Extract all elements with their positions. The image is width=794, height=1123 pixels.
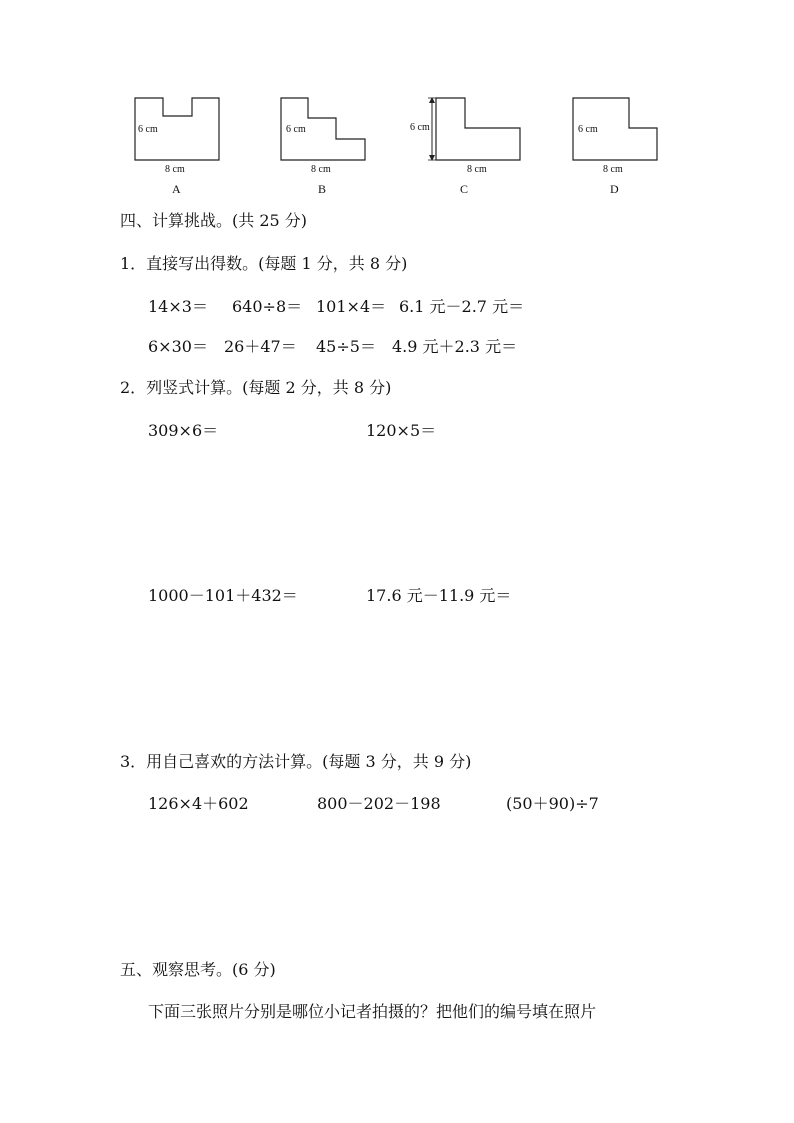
height-label: 6 cm [286,124,306,135]
height-label: 6 cm [578,124,598,135]
section-4-title: 四、计算挑战。(共 25 分) [120,211,308,230]
q1-item: 640÷8＝ [232,297,303,316]
q1-item: 26＋47＝ [224,337,297,356]
figure-letter: B [318,182,327,196]
height-label: 6 cm [138,124,158,135]
figure-letter: A [172,182,181,196]
figure-letter: C [460,182,469,196]
height-label: 6 cm [410,122,430,133]
q3-item: (50＋90)÷7 [506,794,599,813]
figure-letter: D [610,182,619,196]
width-label: 8 cm [311,164,331,175]
q1-item: 14×3＝ [148,297,208,316]
width-label: 8 cm [467,164,487,175]
q3-item: 126×4＋602 [148,794,249,813]
section-5-text: 下面三张照片分别是哪位小记者拍摄的？把他们的编号填在照片 [148,1002,597,1021]
q1-item: 45÷5＝ [316,337,376,356]
q3-item: 800－202－198 [317,794,441,813]
width-label: 8 cm [603,164,623,175]
q1-item: 4.9 元＋2.3 元＝ [392,337,518,356]
width-label: 8 cm [165,164,185,175]
question-2-title: 2．列竖式计算。(每题 2 分，共 8 分) [120,378,392,397]
section-5-title: 五、观察思考。(6 分) [120,960,276,979]
question-1-title: 1．直接写出得数。(每题 1 分，共 8 分) [120,254,408,273]
q2-item: 17.6 元－11.9 元＝ [366,586,512,605]
q2-item: 1000－101＋432＝ [148,586,298,605]
q1-item: 6.1 元－2.7 元＝ [399,297,525,316]
question-3-title: 3．用自己喜欢的方法计算。(每题 3 分，共 9 分) [120,752,472,771]
q2-item: 309×6＝ [148,421,219,440]
q1-item: 6×30＝ [148,337,208,356]
q1-item: 101×4＝ [316,297,387,316]
q2-item: 120×5＝ [366,421,437,440]
